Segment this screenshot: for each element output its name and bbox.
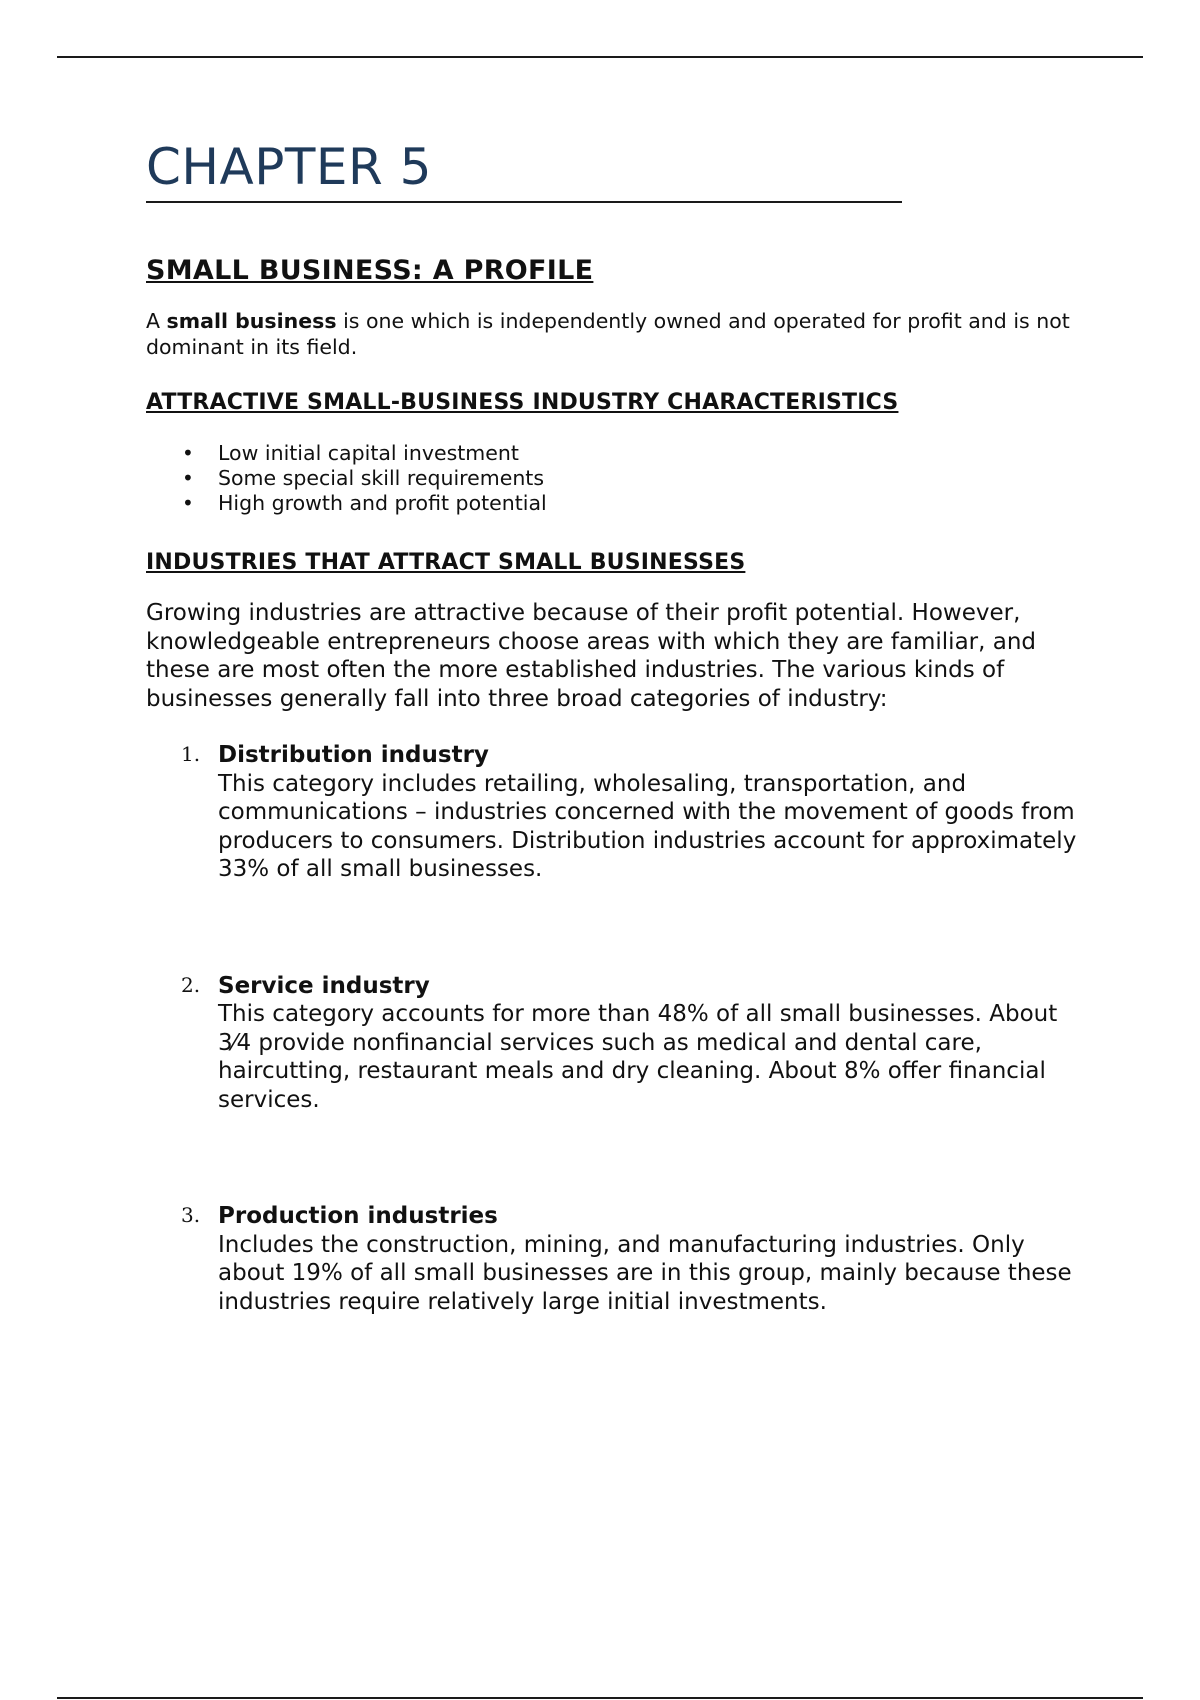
bullet-icon: • — [182, 491, 194, 515]
definition-prefix: A — [146, 309, 167, 333]
list-number: 2. — [181, 972, 201, 997]
industry-title: Production industries — [218, 1203, 498, 1229]
list-item-text: Some special skill requirements — [218, 466, 545, 490]
characteristics-list — [146, 441, 1096, 516]
industries-heading: INDUSTRIES THAT ATTRACT SMALL BUSINESSES — [146, 550, 746, 575]
characteristics-heading: ATTRACTIVE SMALL-BUSINESS INDUSTRY CHARACTERISTICS — [146, 390, 899, 415]
document-body — [146, 140, 1096, 1316]
industries-list — [146, 741, 1096, 1316]
bullet-icon: • — [182, 466, 194, 490]
definition-paragraph — [146, 308, 1096, 360]
industry-item-service — [146, 972, 1096, 1115]
list-item — [146, 466, 1096, 491]
chapter-title: CHAPTER 5 — [146, 140, 902, 203]
industry-title: Distribution industry — [218, 742, 489, 768]
section-title: SMALL BUSINESS: A PROFILE — [146, 255, 594, 286]
definition-suffix: is one which is independently owned and operated for profit and is not dominant in its field. — [146, 309, 1070, 359]
list-item — [146, 491, 1096, 516]
industry-description: This category accounts for more than 48% of all small businesses. About 3⁄4 provide nonfinancial services such as medical and dental care, haircutting, restaurant meals and dry cleaning. About 8% offer financial services. — [218, 1001, 1058, 1113]
list-item-text: High growth and profit potential — [218, 491, 547, 515]
industry-description: This category includes retailing, wholesaling, transportation, and communications – industries concerned with the movement of goods from producers to consumers. Distribution industries account for approximately 33% of all small businesses. — [218, 770, 1077, 882]
bottom-rule — [57, 1697, 1143, 1699]
list-number: 1. — [181, 742, 201, 766]
industries-intro: Growing industries are attractive because of their profit potential. However, knowledgeable entrepreneurs choose areas with which they are familiar, and these are most often the more established industries. The various kinds of businesses generally fall into three broad categories of industry: — [146, 600, 1037, 712]
top-rule — [57, 56, 1143, 58]
industry-item-production — [146, 1202, 1096, 1316]
industry-item-distribution — [146, 741, 1096, 884]
industry-title: Service industry — [218, 972, 430, 999]
definition-term: small business — [166, 309, 337, 333]
list-item — [146, 441, 1096, 466]
industry-description: Includes the construction, mining, and manufacturing industries. Only about 19% of all small businesses are in this group, mainly because these industries require relatively large initial investments. — [218, 1231, 1072, 1315]
bullet-icon: • — [182, 441, 194, 465]
list-item-text: Low initial capital investment — [218, 441, 519, 465]
list-number: 3. — [181, 1203, 201, 1227]
